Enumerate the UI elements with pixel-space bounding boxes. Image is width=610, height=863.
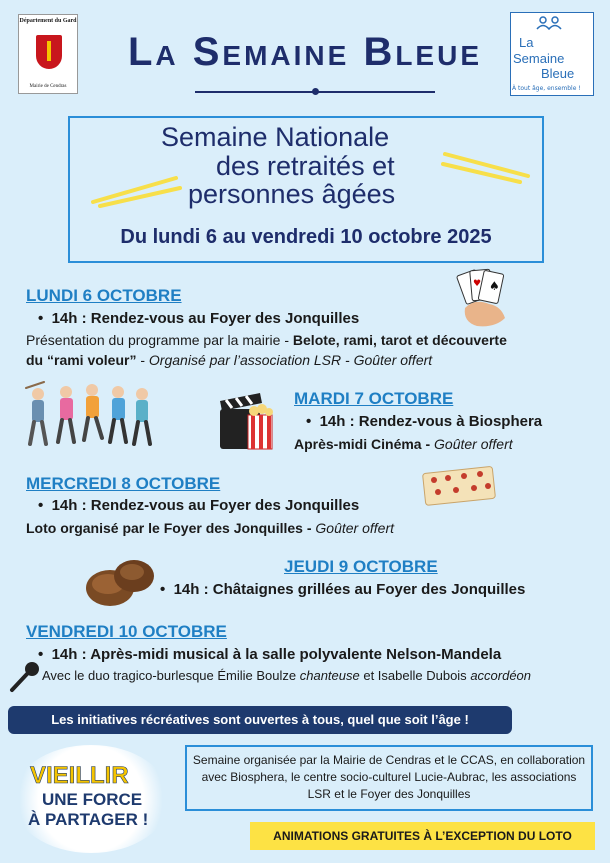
wednesday-desc-bold: Loto organisé par le Foyer des Jonquilles -: [26, 520, 316, 536]
friday-title: VENDREDI 10 OCTOBRE: [26, 622, 227, 641]
friday-desc-d: accordéon: [470, 668, 532, 683]
loto-card-icon: [418, 464, 498, 508]
tuesday-title: MARDI 7 OCTOBRE: [294, 389, 454, 408]
thursday-title: JEUDI 9 OCTOBRE: [284, 557, 438, 576]
wednesday-desc-italic: Goûter offert: [315, 520, 394, 536]
logo-word-la: La: [519, 35, 534, 50]
microphone-icon: [8, 660, 42, 694]
title-divider-dot: [312, 88, 319, 95]
wednesday-title: MERCREDI 8 OCTOBRE: [26, 474, 221, 493]
wednesday-desc: [26, 520, 394, 536]
monday-desc-line2: du “rami voleur” - Organisé par l’association LSR - Goûter offert: [26, 352, 433, 368]
monday-event: • 14h : Rendez-vous au Foyer des Jonquilles: [38, 310, 360, 327]
organizers-text: Semaine organisée par la Mairie de Cendras et le CCAS, en collaboration avec Biosphera, le centre socio-culturel Lucie-Aubrac, les associations LSR et le Foyer des Jonquilles: [192, 753, 586, 801]
logo-word-bleue: Bleue: [541, 66, 575, 81]
monday-desc-bold1: Belote, rami, tarot et découverte: [292, 332, 507, 348]
playing-cards-icon: [455, 268, 515, 330]
tuesday-desc: [294, 436, 513, 452]
mairie-label: Mairie de Cendras: [29, 84, 67, 89]
svg-text:♥: ♥: [473, 279, 482, 289]
friday-desc: [42, 668, 531, 683]
monday-desc-line1: [26, 332, 507, 348]
monday-desc-bold2: du “rami voleur”: [26, 352, 137, 368]
thursday-event-text: 14h : Châtaignes grillées au Foyer des Jonquilles: [173, 581, 526, 598]
mairie-logo: [18, 14, 78, 94]
friday-event: • 14h : Après-midi musical à la salle polyvalente Nelson-Mandela: [38, 646, 502, 663]
yellow-strokes-right-icon: [440, 146, 535, 186]
tuesday-event: • 14h : Rendez-vous à Biosphera: [306, 413, 543, 430]
monday-event-text: 14h : Rendez-vous au Foyer des Jonquilles: [51, 310, 360, 327]
department-label: Département du Gard: [19, 18, 77, 24]
people-icon: [535, 16, 571, 30]
tuesday-event-text: 14h : Rendez-vous à Biosphera: [319, 413, 543, 430]
friday-desc-a: Avec le duo tragico-burlesque Émilie Boulze: [42, 668, 300, 683]
seniors-dancing-icon: [18, 378, 158, 450]
friday-desc-b: chanteuse: [299, 668, 360, 683]
yellow-strokes-left-icon: [88, 168, 183, 208]
inclusive-banner: Les initiatives récréatives sont ouvertes à tous, quel que soit l’âge !: [8, 706, 512, 734]
tuesday-desc-bold: Après-midi Cinéma -: [294, 436, 435, 452]
event-dates: Du lundi 6 au vendredi 10 octobre 2025: [120, 226, 492, 248]
friday-desc-c: et Isabelle Dubois: [359, 668, 471, 683]
friday-event-text: 14h : Après-midi musical à la salle polyvalente Nelson-Mandela: [51, 646, 502, 663]
logo-word-semaine: Semaine: [513, 51, 565, 66]
wednesday-event: • 14h : Rendez-vous au Foyer des Jonquilles: [38, 497, 360, 514]
free-events-notice: ANIMATIONS GRATUITES À L’EXCEPTION DU LOTO: [250, 822, 595, 850]
svg-text:♠: ♠: [489, 279, 500, 293]
logo-tagline: À tout âge, ensemble !: [512, 85, 581, 92]
page-title: La Semaine Bleue: [127, 30, 483, 74]
thursday-event: • 14h : Châtaignes grillées au Foyer des Jonquilles: [160, 581, 526, 598]
semaine-bleue-logo: [510, 12, 594, 96]
wednesday-event-text: 14h : Rendez-vous au Foyer des Jonquilles: [51, 497, 360, 514]
slogan-line-1: VIEILLIR: [30, 762, 129, 789]
intro-line-3: personnes âgées: [188, 179, 396, 209]
intro-line-1: Semaine Nationale: [161, 122, 390, 152]
slogan-line-3: À PARTAGER !: [28, 810, 149, 829]
monday-desc-italic: Organisé par l’association LSR - Goûter offert: [145, 352, 433, 368]
intro-line-2: des retraités et: [216, 151, 395, 181]
monday-title: LUNDI 6 OCTOBRE: [26, 286, 182, 305]
cinema-clapper-icon: [216, 385, 278, 455]
coat-of-arms-icon: [36, 35, 62, 69]
monday-desc-plain: Présentation du programme par la mairie -: [26, 332, 293, 348]
slogan-line-2: UNE FORCE: [42, 790, 143, 809]
chestnuts-icon: [80, 552, 162, 612]
tuesday-desc-italic: Goûter offert: [434, 436, 513, 452]
